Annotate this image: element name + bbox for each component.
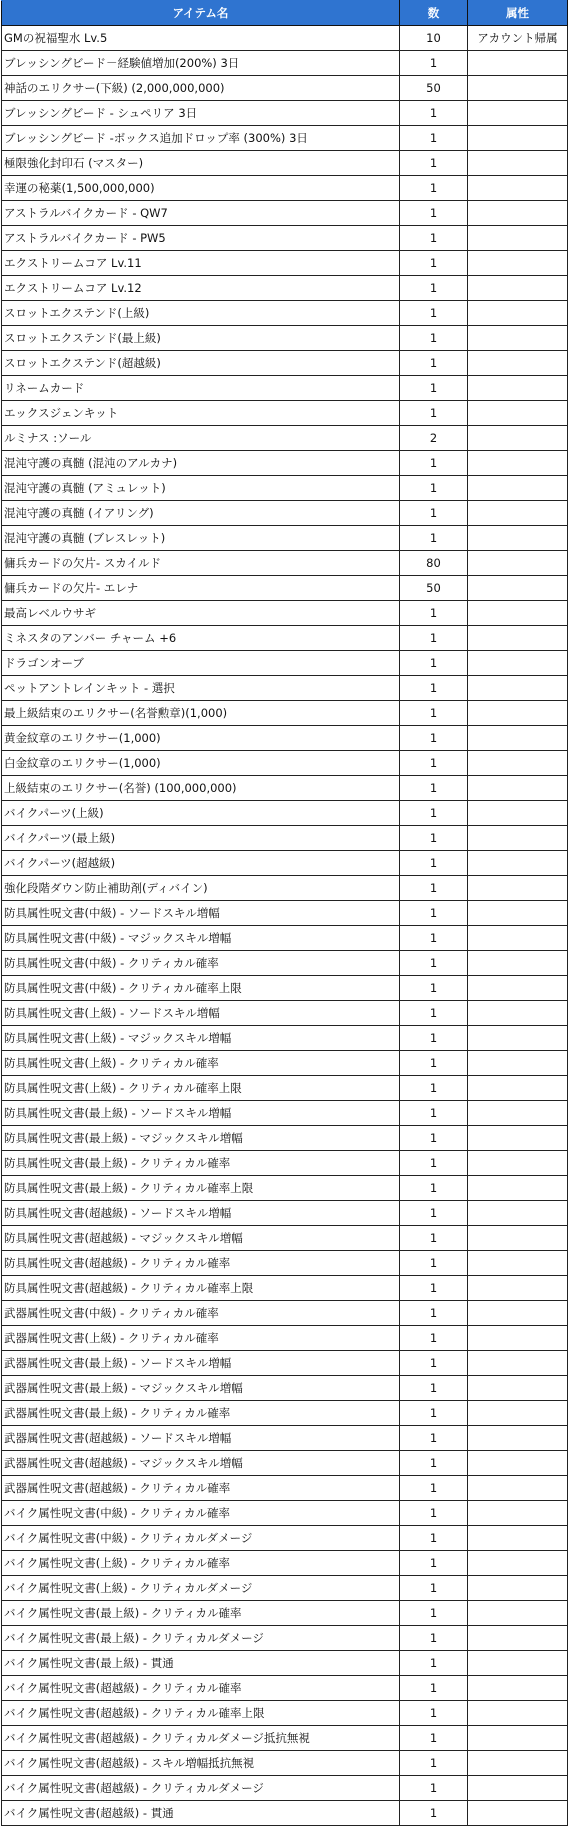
item-quantity-cell: 1 [400, 776, 468, 801]
table-row [2, 1751, 568, 1776]
item-quantity-cell: 1 [400, 201, 468, 226]
item-name-cell: バイク属性呪文書(最上級) - クリティカル確率 [2, 1601, 400, 1626]
item-quantity-cell: 10 [400, 26, 468, 51]
item-quantity-cell: 1 [400, 1501, 468, 1526]
item-name-cell: バイク属性呪文書(超越級) - 貫通 [2, 1801, 400, 1826]
table-row [2, 1576, 568, 1601]
table-row [2, 1426, 568, 1451]
item-attribute-cell [468, 201, 568, 226]
table-row [2, 426, 568, 451]
item-attribute-cell [468, 626, 568, 651]
table-row [2, 851, 568, 876]
item-attribute-cell [468, 1176, 568, 1201]
table-header-row [2, 1, 568, 26]
table-row [2, 76, 568, 101]
table-row [2, 976, 568, 1001]
item-name-cell: 防具属性呪文書(最上級) - クリティカル確率上限 [2, 1176, 400, 1201]
table-row [2, 151, 568, 176]
item-attribute-cell [468, 351, 568, 376]
item-attribute-cell [468, 601, 568, 626]
item-attribute-cell [468, 1001, 568, 1026]
item-quantity-cell: 1 [400, 1301, 468, 1326]
item-attribute-cell [468, 226, 568, 251]
item-quantity-cell: 1 [400, 1601, 468, 1626]
item-name-cell: 防具属性呪文書(最上級) - ソードスキル増幅 [2, 1101, 400, 1126]
item-quantity-cell: 1 [400, 976, 468, 1001]
item-name-cell: スロットエクステンド(最上級) [2, 326, 400, 351]
item-quantity-cell: 1 [400, 1126, 468, 1151]
item-attribute-cell [468, 326, 568, 351]
table-row [2, 626, 568, 651]
item-quantity-cell: 1 [400, 676, 468, 701]
item-attribute-cell [468, 1526, 568, 1551]
table-row [2, 176, 568, 201]
item-name-cell: 極限強化封印石 (マスター) [2, 151, 400, 176]
item-attribute-cell [468, 1226, 568, 1251]
item-attribute-cell [468, 101, 568, 126]
item-attribute-cell [468, 476, 568, 501]
item-attribute-cell [468, 1576, 568, 1601]
item-name-cell: アストラルバイクカード - QW7 [2, 201, 400, 226]
item-attribute-cell [468, 1451, 568, 1476]
table-row [2, 1301, 568, 1326]
item-attribute-cell [468, 951, 568, 976]
item-attribute-cell [468, 1676, 568, 1701]
item-name-cell: 白金紋章のエリクサー(1,000) [2, 751, 400, 776]
item-quantity-cell: 1 [400, 226, 468, 251]
table-row [2, 576, 568, 601]
item-name-cell: 武器属性呪文書(最上級) - マジックスキル増幅 [2, 1376, 400, 1401]
item-name-cell: エックスジェンキット [2, 401, 400, 426]
item-attribute-cell [468, 776, 568, 801]
table-row [2, 1351, 568, 1376]
item-attribute-cell [468, 976, 568, 1001]
table-row [2, 951, 568, 976]
item-name-cell: 神話のエリクサー(下級) (2,000,000,000) [2, 76, 400, 101]
table-row [2, 1726, 568, 1751]
item-attribute-cell [468, 1076, 568, 1101]
item-name-cell: 混沌守護の真髄 (混沌のアルカナ) [2, 451, 400, 476]
item-attribute-cell [468, 1026, 568, 1051]
table-row [2, 1326, 568, 1351]
table-row [2, 776, 568, 801]
item-name-cell: バイク属性呪文書(超越級) - クリティカル確率上限 [2, 1701, 400, 1726]
item-name-cell: 防具属性呪文書(上級) - クリティカル確率 [2, 1051, 400, 1076]
item-quantity-cell: 80 [400, 551, 468, 576]
table-row [2, 201, 568, 226]
item-attribute-cell [468, 276, 568, 301]
table-row [2, 1051, 568, 1076]
table-row [2, 1101, 568, 1126]
item-quantity-cell: 1 [400, 1076, 468, 1101]
item-name-cell: ドラゴンオーブ [2, 651, 400, 676]
item-name-cell: 武器属性呪文書(超越級) - ソードスキル増幅 [2, 1426, 400, 1451]
item-name-cell: 最高レベルウサギ [2, 601, 400, 626]
item-name-cell: バイク属性呪文書(中級) - クリティカルダメージ [2, 1526, 400, 1551]
item-quantity-cell: 1 [400, 1526, 468, 1551]
item-quantity-cell: 1 [400, 351, 468, 376]
item-attribute-cell [468, 1651, 568, 1676]
table-row [2, 1451, 568, 1476]
item-name-cell: 黄金紋章のエリクサー(1,000) [2, 726, 400, 751]
item-quantity-cell: 1 [400, 1726, 468, 1751]
item-attribute-cell [468, 1151, 568, 1176]
table-row [2, 826, 568, 851]
item-quantity-cell: 1 [400, 876, 468, 901]
item-quantity-cell: 50 [400, 576, 468, 601]
item-quantity-cell: 1 [400, 1426, 468, 1451]
item-name-cell: リネームカード [2, 376, 400, 401]
table-row [2, 301, 568, 326]
item-name-cell: 防具属性呪文書(最上級) - マジックスキル増幅 [2, 1126, 400, 1151]
item-quantity-cell: 1 [400, 1676, 468, 1701]
table-row [2, 1676, 568, 1701]
item-table [1, 0, 568, 1826]
item-name-cell: 傭兵カードの欠片- エレナ [2, 576, 400, 601]
item-name-cell: 防具属性呪文書(超越級) - ソードスキル増幅 [2, 1201, 400, 1226]
item-attribute-cell [468, 451, 568, 476]
table-row [2, 101, 568, 126]
item-name-cell: 防具属性呪文書(中級) - ソードスキル増幅 [2, 901, 400, 926]
item-quantity-cell: 1 [400, 376, 468, 401]
table-row [2, 1551, 568, 1576]
item-quantity-cell: 2 [400, 426, 468, 451]
item-quantity-cell: 1 [400, 401, 468, 426]
item-attribute-cell [468, 251, 568, 276]
table-row [2, 1151, 568, 1176]
table-row [2, 1026, 568, 1051]
item-name-cell: 防具属性呪文書(上級) - マジックスキル増幅 [2, 1026, 400, 1051]
item-quantity-cell: 1 [400, 51, 468, 76]
item-name-cell: 武器属性呪文書(最上級) - クリティカル確率 [2, 1401, 400, 1426]
table-row [2, 701, 568, 726]
item-name-cell: ブレッシングビード -ボックス追加ドロップ率 (300%) 3日 [2, 126, 400, 151]
item-quantity-cell: 1 [400, 1401, 468, 1426]
item-name-cell: ルミナス :ソール [2, 426, 400, 451]
item-name-cell: 防具属性呪文書(超越級) - クリティカル確率上限 [2, 1276, 400, 1301]
item-attribute-cell [468, 76, 568, 101]
item-name-cell: 強化段階ダウン防止補助剤(ディバイン) [2, 876, 400, 901]
item-name-cell: 武器属性呪文書(超越級) - クリティカル確率 [2, 1476, 400, 1501]
item-quantity-cell: 1 [400, 801, 468, 826]
item-attribute-cell [468, 576, 568, 601]
item-quantity-cell: 1 [400, 951, 468, 976]
item-quantity-cell: 1 [400, 651, 468, 676]
item-name-cell: 武器属性呪文書(上級) - クリティカル確率 [2, 1326, 400, 1351]
table-row [2, 1376, 568, 1401]
item-quantity-cell: 1 [400, 601, 468, 626]
item-quantity-cell: 1 [400, 1351, 468, 1376]
table-row [2, 1476, 568, 1501]
item-quantity-cell: 1 [400, 1376, 468, 1401]
item-quantity-cell: 1 [400, 926, 468, 951]
item-quantity-cell: 1 [400, 1151, 468, 1176]
item-quantity-cell: 1 [400, 126, 468, 151]
table-row [2, 26, 568, 51]
item-name-cell: アストラルバイクカード - PW5 [2, 226, 400, 251]
item-attribute-cell [468, 401, 568, 426]
item-name-cell: 防具属性呪文書(超越級) - マジックスキル増幅 [2, 1226, 400, 1251]
item-quantity-cell: 1 [400, 1451, 468, 1476]
item-attribute-cell [468, 526, 568, 551]
item-name-cell: 幸運の秘薬(1,500,000,000) [2, 176, 400, 201]
item-attribute-cell [468, 1301, 568, 1326]
item-name-cell: バイクパーツ(上級) [2, 801, 400, 826]
item-quantity-cell: 1 [400, 901, 468, 926]
header-attribute: 属性 [468, 1, 568, 26]
item-quantity-cell: 1 [400, 151, 468, 176]
item-attribute-cell [468, 1326, 568, 1351]
table-row [2, 1176, 568, 1201]
item-attribute-cell [468, 1351, 568, 1376]
item-name-cell: 防具属性呪文書(上級) - ソードスキル増幅 [2, 1001, 400, 1026]
table-row [2, 326, 568, 351]
item-name-cell: 防具属性呪文書(中級) - クリティカル確率上限 [2, 976, 400, 1001]
item-quantity-cell: 50 [400, 76, 468, 101]
item-attribute-cell [468, 1276, 568, 1301]
item-attribute-cell [468, 1801, 568, 1826]
item-attribute-cell [468, 1251, 568, 1276]
item-name-cell: 武器属性呪文書(最上級) - ソードスキル増幅 [2, 1351, 400, 1376]
item-quantity-cell: 1 [400, 701, 468, 726]
item-name-cell: エクストリームコア Lv.11 [2, 251, 400, 276]
table-row [2, 676, 568, 701]
item-quantity-cell: 1 [400, 1801, 468, 1826]
item-attribute-cell [468, 1376, 568, 1401]
table-row [2, 351, 568, 376]
item-attribute-cell [468, 1626, 568, 1651]
item-quantity-cell: 1 [400, 751, 468, 776]
item-quantity-cell: 1 [400, 1201, 468, 1226]
item-quantity-cell: 1 [400, 1651, 468, 1676]
item-quantity-cell: 1 [400, 1226, 468, 1251]
item-quantity-cell: 1 [400, 276, 468, 301]
item-attribute-cell [468, 1201, 568, 1226]
item-attribute-cell [468, 551, 568, 576]
item-name-cell: バイク属性呪文書(最上級) - クリティカルダメージ [2, 1626, 400, 1651]
item-attribute-cell [468, 751, 568, 776]
table-row [2, 276, 568, 301]
item-name-cell: バイク属性呪文書(超越級) - クリティカル確率 [2, 1676, 400, 1701]
item-attribute-cell [468, 1426, 568, 1451]
item-attribute-cell [468, 926, 568, 951]
item-attribute-cell [468, 1051, 568, 1076]
item-quantity-cell: 1 [400, 326, 468, 351]
item-attribute-cell [468, 376, 568, 401]
item-quantity-cell: 1 [400, 1251, 468, 1276]
item-attribute-cell [468, 901, 568, 926]
item-name-cell: 防具属性呪文書(中級) - クリティカル確率 [2, 951, 400, 976]
table-body [2, 26, 568, 1826]
item-quantity-cell: 1 [400, 501, 468, 526]
table-row [2, 1601, 568, 1626]
item-quantity-cell: 1 [400, 726, 468, 751]
item-name-cell: GMの祝福聖水 Lv.5 [2, 26, 400, 51]
table-row [2, 1626, 568, 1651]
item-attribute-cell [468, 301, 568, 326]
item-name-cell: エクストリームコア Lv.12 [2, 276, 400, 301]
item-attribute-cell [468, 726, 568, 751]
item-quantity-cell: 1 [400, 301, 468, 326]
item-attribute-cell [468, 1776, 568, 1801]
item-attribute-cell [468, 51, 568, 76]
item-attribute-cell [468, 126, 568, 151]
table-row [2, 1001, 568, 1026]
item-attribute-cell [468, 1476, 568, 1501]
table-row [2, 1401, 568, 1426]
table-row [2, 1076, 568, 1101]
item-name-cell: 最上級結束のエリクサー(名誉勲章)(1,000) [2, 701, 400, 726]
table-row [2, 451, 568, 476]
table-row [2, 1526, 568, 1551]
item-name-cell: バイク属性呪文書(上級) - クリティカル確率 [2, 1551, 400, 1576]
item-attribute-cell [468, 1701, 568, 1726]
item-attribute-cell [468, 1401, 568, 1426]
item-attribute-cell [468, 876, 568, 901]
table-row [2, 1226, 568, 1251]
table-row [2, 651, 568, 676]
item-attribute-cell [468, 426, 568, 451]
table-row [2, 1251, 568, 1276]
item-name-cell: 武器属性呪文書(中級) - クリティカル確率 [2, 1301, 400, 1326]
table-row [2, 1276, 568, 1301]
item-quantity-cell: 1 [400, 851, 468, 876]
item-attribute-cell [468, 1126, 568, 1151]
item-quantity-cell: 1 [400, 476, 468, 501]
table-row [2, 926, 568, 951]
item-quantity-cell: 1 [400, 626, 468, 651]
item-name-cell: バイク属性呪文書(上級) - クリティカルダメージ [2, 1576, 400, 1601]
item-name-cell: バイクパーツ(超越級) [2, 851, 400, 876]
table-row [2, 1651, 568, 1676]
item-quantity-cell: 1 [400, 1026, 468, 1051]
item-quantity-cell: 1 [400, 526, 468, 551]
header-quantity: 数 [400, 1, 468, 26]
table-row [2, 601, 568, 626]
item-name-cell: バイク属性呪文書(最上級) - 貫通 [2, 1651, 400, 1676]
item-name-cell: バイク属性呪文書(超越級) - スキル増幅抵抗無視 [2, 1751, 400, 1776]
table-row [2, 901, 568, 926]
item-quantity-cell: 1 [400, 1101, 468, 1126]
item-attribute-cell [468, 1501, 568, 1526]
item-attribute-cell [468, 501, 568, 526]
item-attribute-cell: アカウント帰属 [468, 26, 568, 51]
item-name-cell: 混沌守護の真髄 (ブレスレット) [2, 526, 400, 551]
item-name-cell: 上級結束のエリクサー(名誉) (100,000,000) [2, 776, 400, 801]
table-row [2, 551, 568, 576]
item-attribute-cell [468, 1101, 568, 1126]
item-attribute-cell [468, 151, 568, 176]
item-attribute-cell [468, 176, 568, 201]
item-quantity-cell: 1 [400, 101, 468, 126]
item-name-cell: スロットエクステンド(超越級) [2, 351, 400, 376]
item-attribute-cell [468, 651, 568, 676]
item-name-cell: 混沌守護の真髄 (アミュレット) [2, 476, 400, 501]
item-name-cell: スロットエクステンド(上級) [2, 301, 400, 326]
item-name-cell: バイクパーツ(最上級) [2, 826, 400, 851]
table-row [2, 51, 568, 76]
item-quantity-cell: 1 [400, 1626, 468, 1651]
item-name-cell: 傭兵カードの欠片- スカイルド [2, 551, 400, 576]
table-row [2, 251, 568, 276]
table-row [2, 1201, 568, 1226]
item-attribute-cell [468, 801, 568, 826]
table-row [2, 376, 568, 401]
item-name-cell: 防具属性呪文書(最上級) - クリティカル確率 [2, 1151, 400, 1176]
item-quantity-cell: 1 [400, 1326, 468, 1351]
item-name-cell: バイク属性呪文書(超越級) - クリティカルダメージ抵抗無視 [2, 1726, 400, 1751]
item-quantity-cell: 1 [400, 251, 468, 276]
item-attribute-cell [468, 701, 568, 726]
item-name-cell: ペットアントレインキット - 選択 [2, 676, 400, 701]
item-attribute-cell [468, 676, 568, 701]
item-name-cell: 防具属性呪文書(超越級) - クリティカル確率 [2, 1251, 400, 1276]
item-name-cell: バイク属性呪文書(中級) - クリティカル確率 [2, 1501, 400, 1526]
table-row [2, 801, 568, 826]
table-row [2, 1776, 568, 1801]
item-quantity-cell: 1 [400, 1701, 468, 1726]
item-quantity-cell: 1 [400, 1551, 468, 1576]
table-row [2, 476, 568, 501]
item-name-cell: 防具属性呪文書(中級) - マジックスキル増幅 [2, 926, 400, 951]
item-quantity-cell: 1 [400, 826, 468, 851]
item-quantity-cell: 1 [400, 1476, 468, 1501]
item-attribute-cell [468, 1601, 568, 1626]
item-quantity-cell: 1 [400, 176, 468, 201]
item-quantity-cell: 1 [400, 1276, 468, 1301]
item-attribute-cell [468, 851, 568, 876]
table-row [2, 751, 568, 776]
item-name-cell: 武器属性呪文書(超越級) - マジックスキル増幅 [2, 1451, 400, 1476]
item-quantity-cell: 1 [400, 1001, 468, 1026]
item-quantity-cell: 1 [400, 1176, 468, 1201]
item-quantity-cell: 1 [400, 1751, 468, 1776]
table-row [2, 1501, 568, 1526]
item-name-cell: ミネスタのアンバー チャーム +6 [2, 626, 400, 651]
item-attribute-cell [468, 1551, 568, 1576]
item-attribute-cell [468, 826, 568, 851]
table-row [2, 401, 568, 426]
item-name-cell: バイク属性呪文書(超越級) - クリティカルダメージ [2, 1776, 400, 1801]
item-name-cell: 防具属性呪文書(上級) - クリティカル確率上限 [2, 1076, 400, 1101]
header-item-name: アイテム名 [2, 1, 400, 26]
item-name-cell: ブレッシングビード－経験値増加(200%) 3日 [2, 51, 400, 76]
table-row [2, 1701, 568, 1726]
table-row [2, 501, 568, 526]
item-name-cell: ブレッシングビード - シュペリア 3日 [2, 101, 400, 126]
item-quantity-cell: 1 [400, 451, 468, 476]
table-row [2, 726, 568, 751]
table-row [2, 526, 568, 551]
item-quantity-cell: 1 [400, 1776, 468, 1801]
table-row [2, 126, 568, 151]
item-name-cell: 混沌守護の真髄 (イアリング) [2, 501, 400, 526]
item-attribute-cell [468, 1726, 568, 1751]
item-attribute-cell [468, 1751, 568, 1776]
table-row [2, 876, 568, 901]
table-row [2, 226, 568, 251]
item-quantity-cell: 1 [400, 1576, 468, 1601]
table-row [2, 1126, 568, 1151]
item-quantity-cell: 1 [400, 1051, 468, 1076]
table-row [2, 1801, 568, 1826]
